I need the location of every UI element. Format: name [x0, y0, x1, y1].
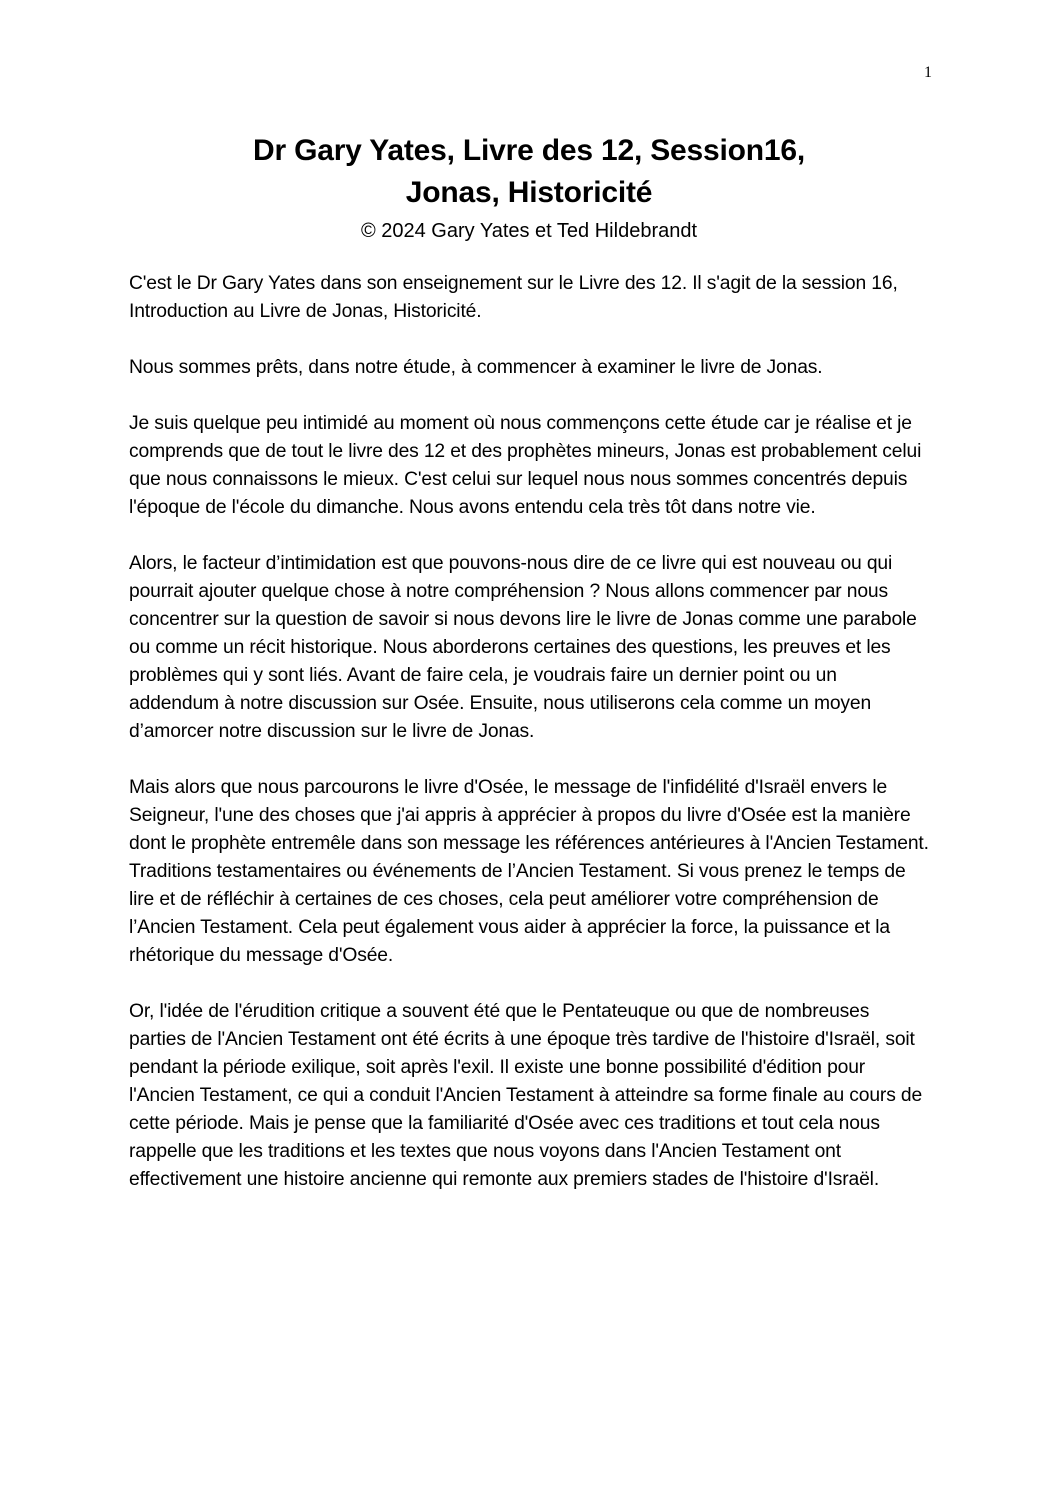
- paragraph-1: C'est le Dr Gary Yates dans son enseignement sur le Livre des 12. Il s'agit de la session 16, Introduction au Livre de Jonas, Historicité.: [129, 273, 898, 322]
- paragraph-6: Or, l'idée de l'érudition critique a souvent été que le Pentateuque ou que de nombreuses parties de l'Ancien Testament ont été écrits à une époque très tardive de l'histoire d'Israël, soit pendant la période exilique, soit après l'exil. Il existe une bonne possibilité d'édition pour l'Ancien Testament, ce qui a conduit l'Ancien Testament à atteindre sa forme finale au cours de cette période. Mais je pense que la familiarité d'Osée avec ces traditions et tout cela nous rappelle que les traditions et les textes que nous voyons dans l'Ancien Testament ont effectivement une histoire ancienne qui remonte aux premiers stades de l'histoire d'Israël.: [129, 1001, 923, 1190]
- document-body: [129, 270, 931, 1222]
- copyright-notice: © 2024 Gary Yates et Ted Hildebrandt: [360, 220, 698, 242]
- document-header: [0, 130, 1058, 246]
- document-title-line-2: Jonas, Historicité: [405, 176, 653, 209]
- paragraph-5: Mais alors que nous parcourons le livre d'Osée, le message de l'infidélité d'Israël envers le Seigneur, l'une des choses que j'ai appris à apprécier à propos du livre d'Osée est la manière dont le prophète entremêle dans son message les références antérieures à l'Ancien Testament. Traditions testamentaires ou événements de l’Ancien Testament. Si vous prenez le temps de lire et de réfléchir à certaines de ces choses, cela peut améliorer votre compréhension de l’Ancien Testament. Cela peut également vous aider à apprécier la force, la puissance et la rhétorique du message d'Osée.: [129, 777, 929, 966]
- paragraph-3: Je suis quelque peu intimidé au moment où nous commençons cette étude car je réalise et je comprends que de tout le livre des 12 et des prophètes mineurs, Jonas est probablement celui que nous connaissons le mieux. C'est celui sur lequel nous nous sommes concentrés depuis l'époque de l'école du dimanche. Nous avons entendu cela très tôt dans notre vie.: [129, 413, 922, 518]
- paragraph-2: Nous sommes prêts, dans notre étude, à commencer à examiner le livre de Jonas.: [129, 357, 823, 378]
- paragraph-4: Alors, le facteur d’intimidation est que pouvons-nous dire de ce livre qui est nouveau ou qui pourrait ajouter quelque chose à notre compréhension ? Nous allons commencer par nous concentrer sur la question de savoir si nous devons lire le livre de Jonas comme une parabole ou comme un récit historique. Nous aborderons certaines des questions, les preuves et les problèmes qui y sont liés. Avant de faire cela, je voudrais faire un dernier point ou un addendum à notre discussion sur Osée. Ensuite, nous utiliserons cela comme un moyen d’amorcer notre discussion sur le livre de Jonas.: [129, 553, 917, 742]
- page-number: 1: [924, 64, 932, 81]
- document-title-line-1: Dr Gary Yates, Livre des 12, Session16,: [253, 134, 805, 167]
